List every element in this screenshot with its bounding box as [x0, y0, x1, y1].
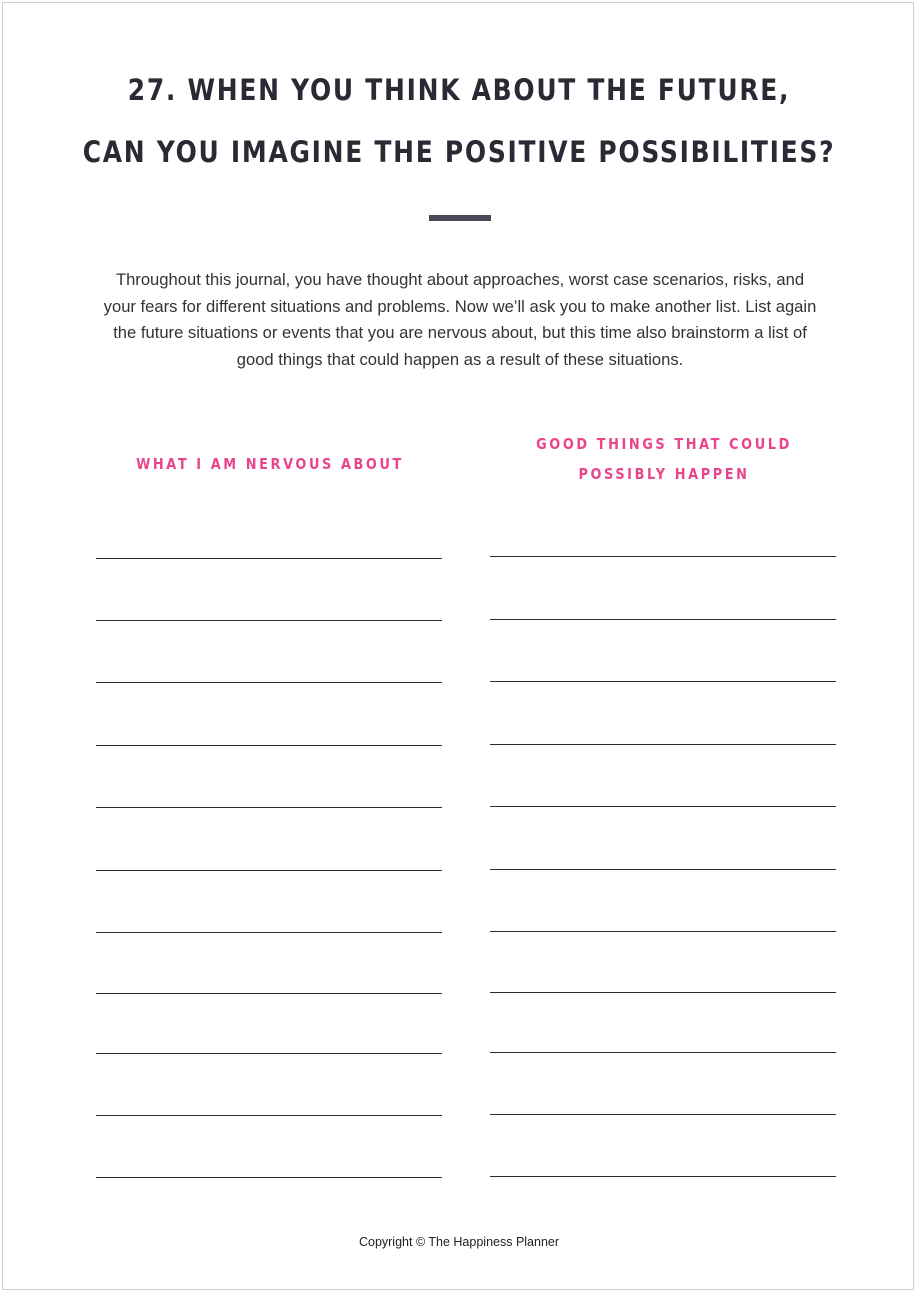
left-column-heading-text: WHAT I AM NERVOUS ABOUT	[136, 455, 404, 473]
writing-line[interactable]	[490, 869, 836, 870]
writing-line[interactable]	[96, 1115, 442, 1116]
writing-line[interactable]	[490, 556, 836, 557]
intro-paragraph: Throughout this journal, you have thought about approaches, worst case scenarios, risks, and your fears for different situations and problems. Now we’ll ask you to make another list. List again the future situations or events that you are nervous about, but this time also brainstorm a list of good things that could happen as a result of these situations.	[103, 270, 817, 369]
copyright-footer: Copyright © The Happiness Planner	[358, 1235, 560, 1249]
right-column-heading	[514, 429, 815, 489]
right-column-heading-line-2: POSSIBLY HAPPEN	[578, 465, 750, 483]
writing-line[interactable]	[96, 870, 442, 871]
page-title-line-2: CAN YOU IMAGINE THE POSITIVE POSSIBILITIES?	[82, 135, 836, 169]
writing-line[interactable]	[96, 993, 442, 994]
title-divider	[429, 215, 491, 221]
writing-line[interactable]	[96, 1177, 442, 1178]
left-column-heading	[120, 449, 421, 479]
journal-page	[2, 2, 914, 1290]
writing-line[interactable]	[490, 1176, 836, 1177]
writing-line[interactable]	[96, 682, 442, 683]
writing-line[interactable]	[490, 681, 836, 682]
writing-line[interactable]	[96, 558, 442, 559]
writing-line[interactable]	[490, 1052, 836, 1053]
writing-line[interactable]	[490, 744, 836, 745]
writing-line[interactable]	[96, 932, 442, 933]
writing-line[interactable]	[490, 992, 836, 993]
page-title-line-1: 27. WHEN YOU THINK ABOUT THE FUTURE,	[127, 73, 791, 107]
writing-line[interactable]	[490, 931, 836, 932]
writing-line[interactable]	[96, 620, 442, 621]
writing-line[interactable]	[490, 1114, 836, 1115]
writing-line[interactable]	[490, 619, 836, 620]
writing-line[interactable]	[96, 807, 442, 808]
writing-line[interactable]	[96, 745, 442, 746]
right-column-heading-line-1: GOOD THINGS THAT COULD	[536, 435, 792, 453]
writing-line[interactable]	[490, 806, 836, 807]
writing-line[interactable]	[96, 1053, 442, 1054]
